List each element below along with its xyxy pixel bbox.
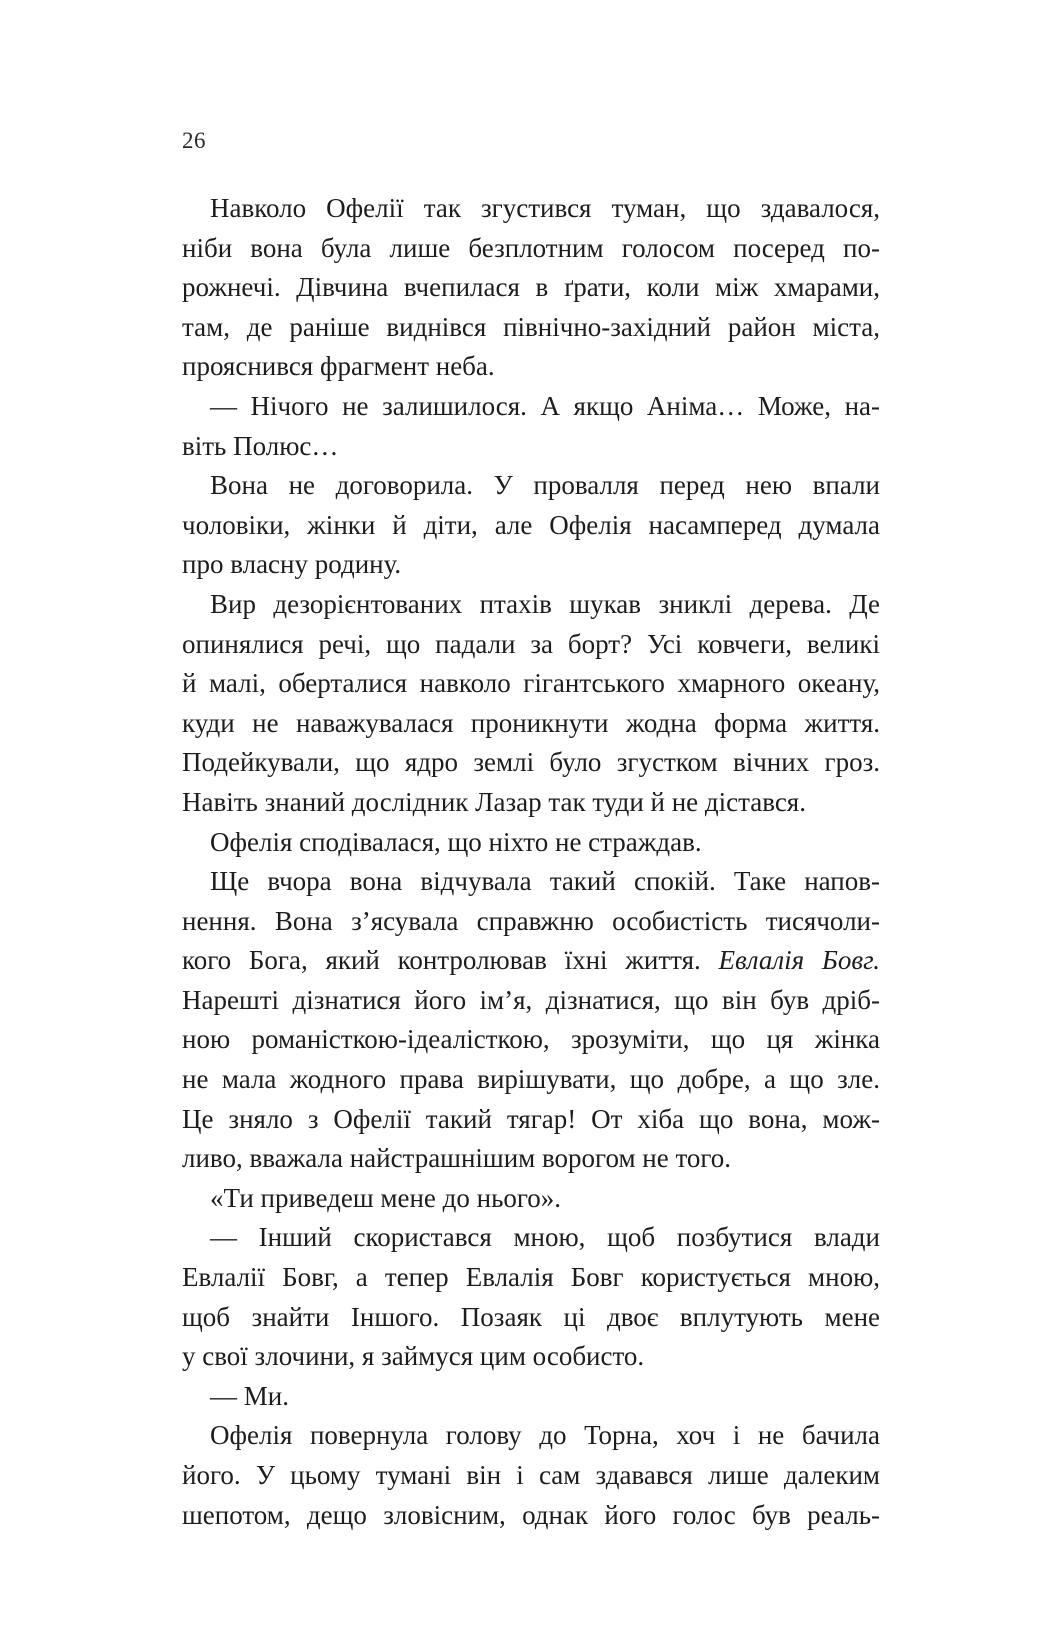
text-line: опинялися речі, що падали за борт? Усі ковчеги, великі [182,628,880,659]
text-line: Це зняло з Офелії такий тягар! От хіба що вона, мож- [182,1103,880,1134]
text-line: — Нічого не залишилося. А якщо Аніма… Може, на- [210,390,880,421]
text-line: Навколо Офелії так згустився туман, що здавалося, [210,193,880,223]
text-line: шепотом, дещо зловісним, однак його голос був реаль- [182,1499,880,1530]
text-line: там, де раніше виднівся північно-західний район міста, [182,311,880,342]
text-line: й малі, оберталися навколо гігантського хмарного океану, [182,668,880,699]
text-line: Ще вчора вона відчувала такий спокій. Таке напов- [210,866,880,897]
text-line: рожнечі. Дівчина вчепилася в ґрати, коли між хмарами, [182,272,880,303]
text-line: Нарешті дізнатися його ім’я, дізнатися, що він був дріб- [182,984,880,1015]
text-line: — Ми. [210,1380,289,1411]
text-line: щоб знайти Іншого. Позаяк ці двоє вплутують мене [182,1301,880,1332]
text-line: ною романісткою-ідеалісткою, зрозуміти, що ця жінка [182,1024,880,1055]
text-line: нення. Вона з’ясувала справжню особистість тисячоли- [182,905,880,936]
text-line: віть Полюс… [182,430,339,461]
text-line: ніби вона була лише безплотним голосом посеред по- [182,232,880,263]
text-line: — Інший скористався мною, щоб позбутися влади [210,1222,880,1253]
text-line: Офелія сподівалася, що ніхто не страждав. [210,826,702,857]
text-line: про власну родину. [182,549,402,580]
text-segment: кого Бога, який контролював їхні життя. [182,945,701,976]
text-line: Навіть знаний дослідник Лазар так туди й не дістався. [182,786,806,817]
text-line: Подейкували, що ядро землі було згустком вічних гроз. [182,747,880,778]
page-number: 26 [182,128,206,153]
italic-name: Евлалія Бовг. [718,945,881,976]
text-line: Офелія повернула голову до Торна, хоч і не бачила [210,1420,880,1451]
text-line: ливо, вважала найстрашнішим ворогом не того. [182,1143,732,1174]
text-line: не мала жодного права вирішувати, що добре, а що зле. [182,1064,880,1095]
text-line: Вир дезорієнтованих птахів шукав зниклі дерева. Де [210,588,880,619]
text-line: куди не наважувалася проникнути жодна форма життя. [182,707,880,738]
text-line: Вона не договорила. У провалля перед нею впали [210,470,880,501]
text-line: у свої злочини, я займуся цим особисто. [182,1341,645,1372]
text-line: Евлалії Бовг, а тепер Евлалія Бовг користується мною, [182,1262,880,1293]
text-line: прояснився фрагмент неба. [182,351,495,382]
text-line: чоловіки, жінки й діти, але Офелія насамперед думала [182,509,880,540]
text-line-with-italic [182,941,880,981]
text-line: його. У цьому тумані він і сам здавався лише далеким [182,1460,880,1490]
text-line: «Ти приведеш мене до нього». [210,1182,562,1213]
text-body [182,189,880,1535]
